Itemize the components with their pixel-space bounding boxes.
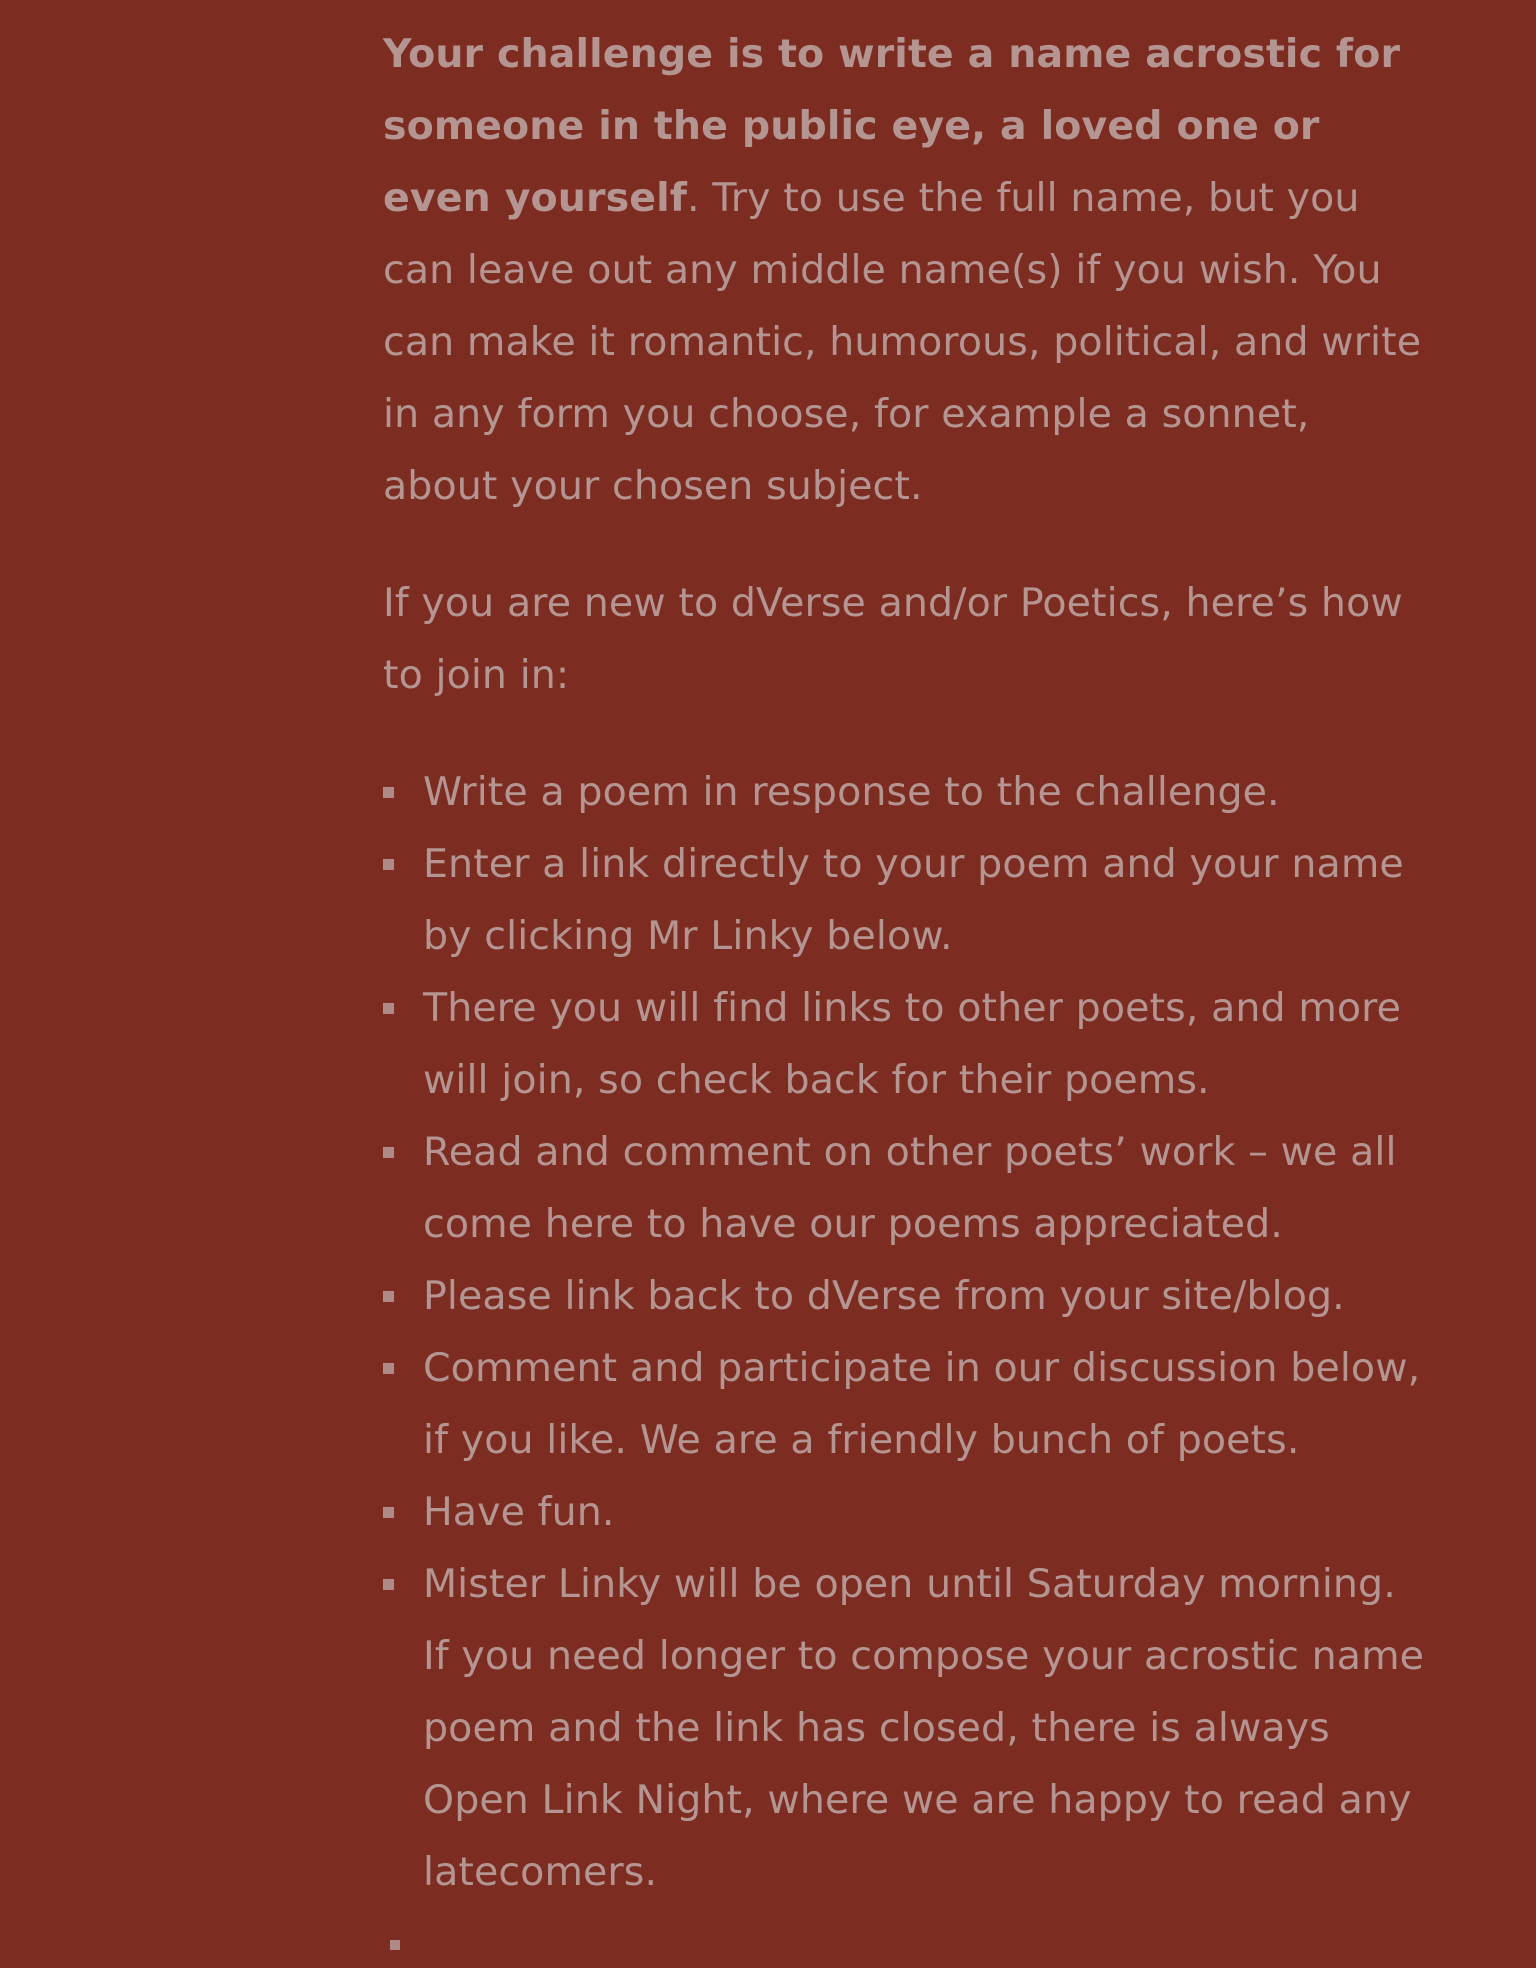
square-bullet-icon xyxy=(383,1003,394,1014)
steps-list xyxy=(383,756,1433,1968)
list-item xyxy=(383,1548,1433,1908)
list-item xyxy=(383,828,1433,972)
list-item-text: Read and comment on other poets’ work – we all come here to have our poems appreciated. xyxy=(423,1129,1397,1247)
square-bullet-icon xyxy=(383,1363,394,1374)
challenge-rest-text: . Try to use the full name, but you can leave out any middle name(s) if you wish. You can make it romantic, humorous, political, and write in any form you choose, for example a sonnet, about your chosen subject. xyxy=(383,175,1422,509)
post-content xyxy=(383,18,1433,1968)
square-bullet-icon xyxy=(383,1291,394,1302)
list-item xyxy=(383,1116,1433,1260)
square-bullet-icon xyxy=(383,787,394,798)
list-item-text: Mister Linky will be open until Saturday morning. If you need longer to compose your acrostic name poem and the link has closed, there is always Open Link Night, where we are happy to read any latecomers. xyxy=(423,1561,1425,1895)
list-item xyxy=(383,1260,1433,1332)
list-item-text: Comment and participate in our discussion below, if you like. We are a friendly bunch of poets. xyxy=(423,1345,1421,1463)
list-item-text: Please link back to dVerse from your site/blog. xyxy=(423,1273,1345,1319)
square-bullet-icon xyxy=(383,859,394,870)
list-item-text: There you will find links to other poets, and more will join, so check back for their poems. xyxy=(423,985,1402,1103)
list-item-text: Write a poem in response to the challenge. xyxy=(423,769,1280,815)
square-bullet-icon xyxy=(383,1147,394,1158)
empty-list-item xyxy=(383,1908,1433,1968)
list-item-text: Have fun. xyxy=(423,1489,615,1535)
list-item xyxy=(383,972,1433,1116)
list-item-text: Enter a link directly to your poem and your name by clicking Mr Linky below. xyxy=(423,841,1404,959)
square-bullet-icon xyxy=(383,1507,394,1518)
list-item xyxy=(383,756,1433,828)
square-bullet-icon xyxy=(390,1940,400,1950)
square-bullet-icon xyxy=(383,1579,394,1590)
list-item xyxy=(383,1332,1433,1476)
challenge-bold-text: Your challenge is to write a name acrostic for someone in the public eye, a loved one or even yourself xyxy=(383,31,1401,221)
join-instructions: If you are new to dVerse and/or Poetics, here’s how to join in: xyxy=(383,580,1403,698)
challenge-paragraph xyxy=(383,18,1433,522)
list-item xyxy=(383,1476,1433,1548)
